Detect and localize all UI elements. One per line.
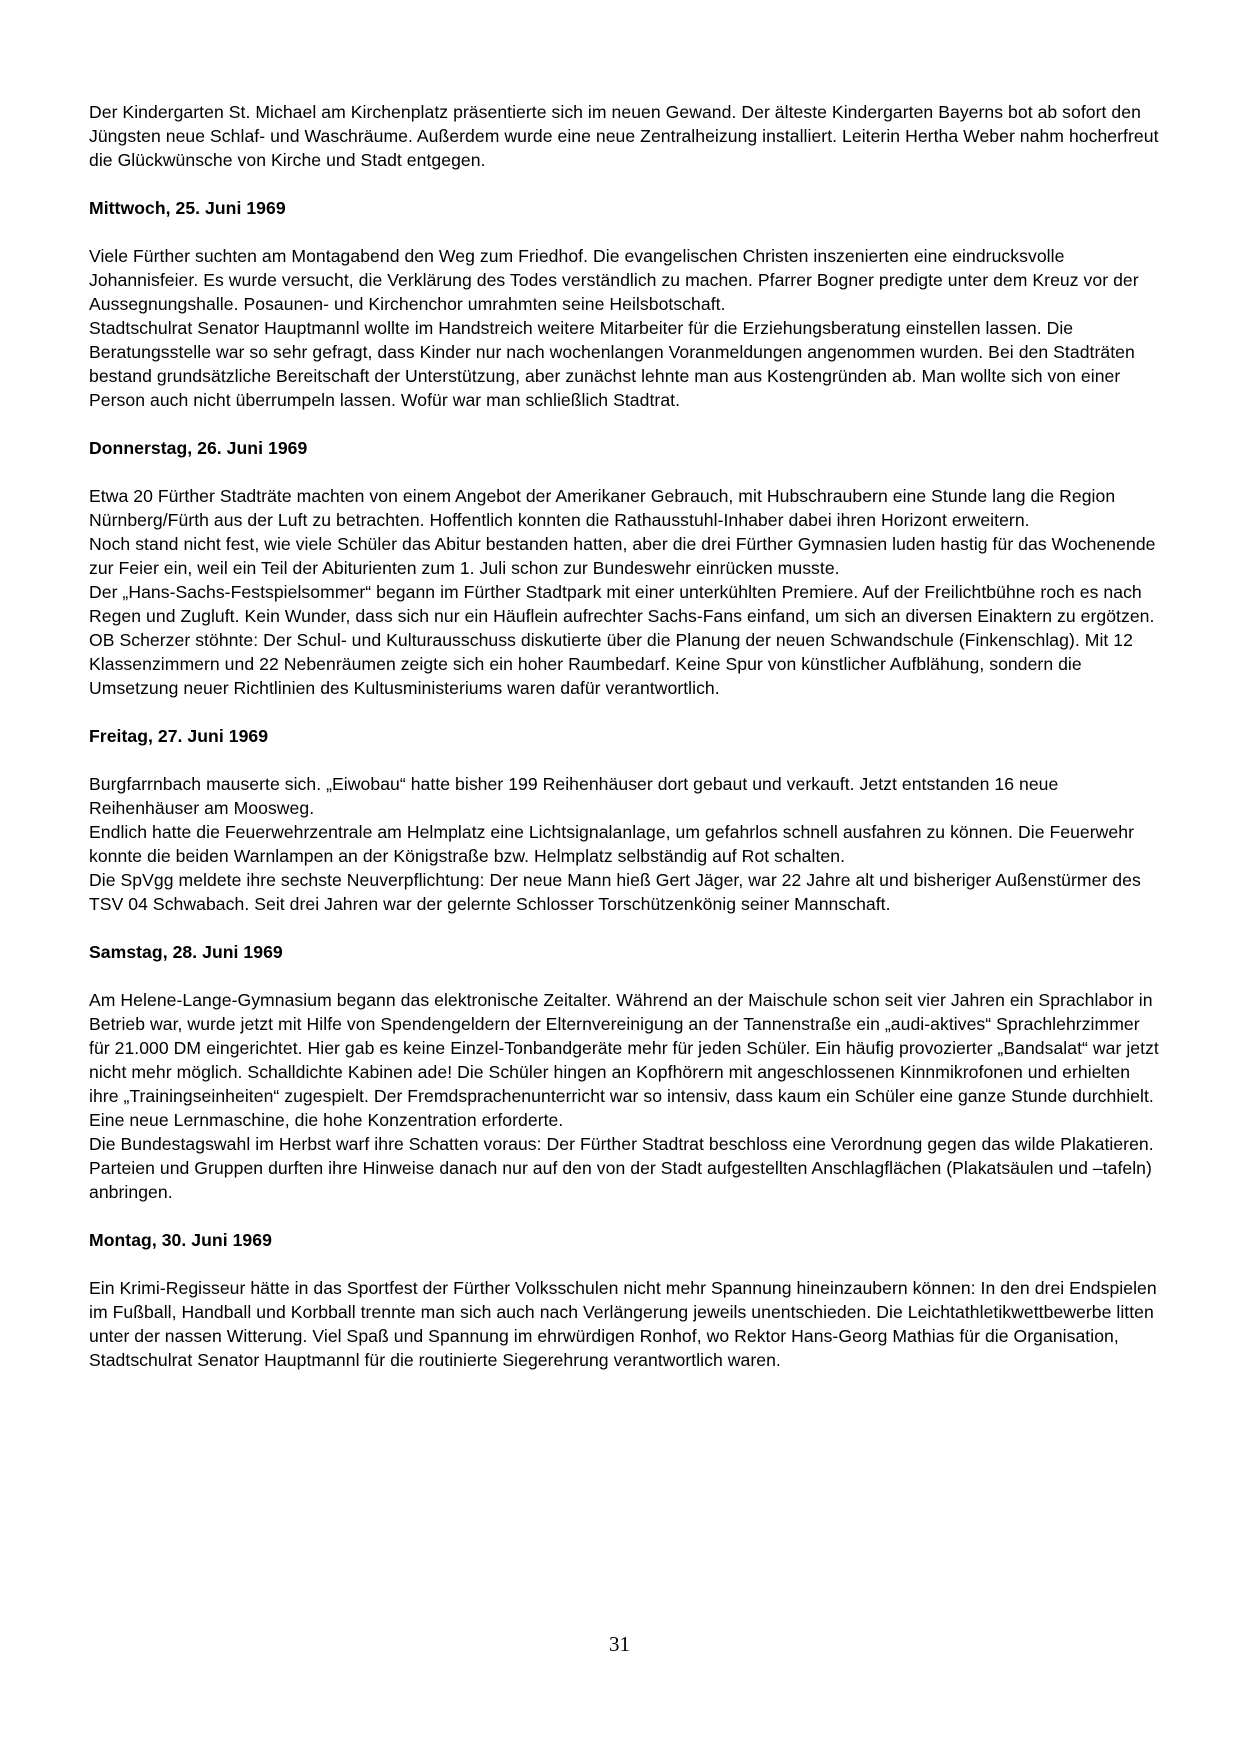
paragraph: Die SpVgg meldete ihre sechste Neuverpflichtung: Der neue Mann hieß Gert Jäger, war 22 Jahre alt und bisheriger Außenstürmer des TSV 04 Schwabach. Seit drei Jahren war der gelernte Schlosser Torschützenkönig seiner Mannschaft. bbox=[89, 870, 1141, 914]
paragraph: Burgfarrnbach mauserte sich. „Eiwobau“ hatte bisher 199 Reihenhäuser dort gebaut und verkauft. Jetzt entstanden 16 neue Reihenhäuser am Moosweg. bbox=[89, 774, 1059, 818]
page-number: 31 bbox=[609, 1632, 630, 1656]
paragraph: Noch stand nicht fest, wie viele Schüler das Abitur bestanden hatten, aber die drei Fürther Gymnasien luden hastig für das Wochenende zur Feier ein, weil ein Teil der Abiturienten zum 1. Juli schon zur Bundeswehr einrücken musste. bbox=[89, 534, 1156, 578]
paragraph: Stadtschulrat Senator Hauptmannl wollte im Handstreich weitere Mitarbeiter für die Erziehungsberatung einstellen lassen. Die Beratungsstelle war so sehr gefragt, dass Kinder nur nach wochenlangen Voranmeldungen angenommen wurden. Bei den Stadträten bestand grundsätzliche Bereitschaft der Unterstützung, aber zunächst lehnte man aus Kostengründen ab. Man wollte sich von einer Person auch nicht überrumpeln lassen. Wofür war man schließlich Stadtrat. bbox=[89, 318, 1135, 410]
date-heading: Donnerstag, 26. Juni 1969 bbox=[89, 438, 308, 458]
paragraph: Viele Fürther suchten am Montagabend den Weg zum Friedhof. Die evangelischen Christen inszenierten eine eindrucksvolle Johannisfeier. Es wurde versucht, die Verklärung des Todes verständlich zu machen. Pfarrer Bogner predigte unter dem Kreuz vor der Aussegnungshalle. Posaunen- und Kirchenchor umrahmten seine Heilsbotschaft. bbox=[89, 246, 1139, 314]
paragraph: OB Scherzer stöhnte: Der Schul- und Kulturausschuss diskutierte über die Planung der neuen Schwandschule (Finkenschlag). Mit 12 Klassenzimmern und 22 Nebenräumen zeigte sich ein hoher Raumbedarf. Keine Spur von künstlicher Aufblähung, sondern die Umsetzung neuer Richtlinien des Kultusministeriums waren dafür verantwortlich. bbox=[89, 630, 1133, 698]
paragraph: Die Bundestagswahl im Herbst warf ihre Schatten voraus: Der Fürther Stadtrat beschloss eine Verordnung gegen das wilde Plakatieren. Parteien und Gruppen durften ihre Hinweise danach nur auf den von der Stadt aufgestellten Anschlagflächen (Plakatsäulen und –tafeln) anbringen. bbox=[89, 1134, 1154, 1202]
date-heading: Freitag, 27. Juni 1969 bbox=[89, 726, 269, 746]
date-heading: Samstag, 28. Juni 1969 bbox=[89, 942, 283, 962]
paragraph: Etwa 20 Fürther Stadträte machten von einem Angebot der Amerikaner Gebrauch, mit Hubschraubern eine Stunde lang die Region Nürnberg/Fürth aus der Luft zu betrachten. Hoffentlich konnten die Rathausstuhl-Inhaber dabei ihren Horizont erweitern. bbox=[89, 486, 1116, 530]
paragraph: Endlich hatte die Feuerwehrzentrale am Helmplatz eine Lichtsignalanlage, um gefahrlos schnell ausfahren zu können. Die Feuerwehr konnte die beiden Warnlampen an der Königstraße bzw. Helmplatz selbständig auf Rot schalten. bbox=[89, 822, 1135, 866]
paragraph: Am Helene-Lange-Gymnasium begann das elektronische Zeitalter. Während an der Maischule schon seit vier Jahren ein Sprachlabor in Betrieb war, wurde jetzt mit Hilfe von Spendengeldern der Elternvereinigung an der Tannenstraße ein „audi-aktives“ Sprachlehrzimmer für 21.000 DM eingerichtet. Hier gab es keine Einzel-Tonbandgeräte mehr für jeden Schüler. Ein häufig provozierter „Bandsalat“ war jetzt nicht mehr möglich. Schalldichte Kabinen ade! Die Schüler hingen an Kopfhörern mit angeschlossenen Kinnmikrofonen und erhielten ihre „Trainingseinheiten“ zugespielt. Der Fremdsprachenunterricht war so intensiv, dass kaum ein Schüler eine ganze Stunde durchhielt. Eine neue Lernmaschine, die hohe Konzentration erforderte. bbox=[89, 990, 1159, 1130]
document-body bbox=[89, 100, 1159, 1372]
date-heading: Mittwoch, 25. Juni 1969 bbox=[89, 198, 286, 218]
paragraph: Ein Krimi-Regisseur hätte in das Sportfest der Fürther Volksschulen nicht mehr Spannung hineinzaubern können: In den drei Endspielen im Fußball, Handball und Korbball trennte man sich auch nach Verlängerung jeweils unentschieden. Die Leichtathletikwettbewerbe litten unter der nassen Witterung. Viel Spaß und Spannung im ehrwürdigen Ronhof, wo Rektor Hans-Georg Mathias für die Organisation, Stadtschulrat Senator Hauptmannl für die routinierte Siegerehrung verantwortlich waren. bbox=[89, 1278, 1157, 1370]
date-heading: Montag, 30. Juni 1969 bbox=[89, 1230, 272, 1250]
paragraph: Der Kindergarten St. Michael am Kirchenplatz präsentierte sich im neuen Gewand. Der älteste Kindergarten Bayerns bot ab sofort den Jüngsten neue Schlaf- und Waschräume. Außerdem wurde eine neue Zentralheizung installiert. Leiterin Hertha Weber nahm hocherfreut die Glückwünsche von Kirche und Stadt entgegen. bbox=[89, 102, 1159, 170]
paragraph: Der „Hans-Sachs-Festspielsommer“ begann im Fürther Stadtpark mit einer unterkühlten Premiere. Auf der Freilichtbühne roch es nach Regen und Zugluft. Kein Wunder, dass sich nur ein Häuflein aufrechter Sachs-Fans einfand, um sich an diversen Einaktern zu ergötzen. bbox=[89, 582, 1155, 626]
